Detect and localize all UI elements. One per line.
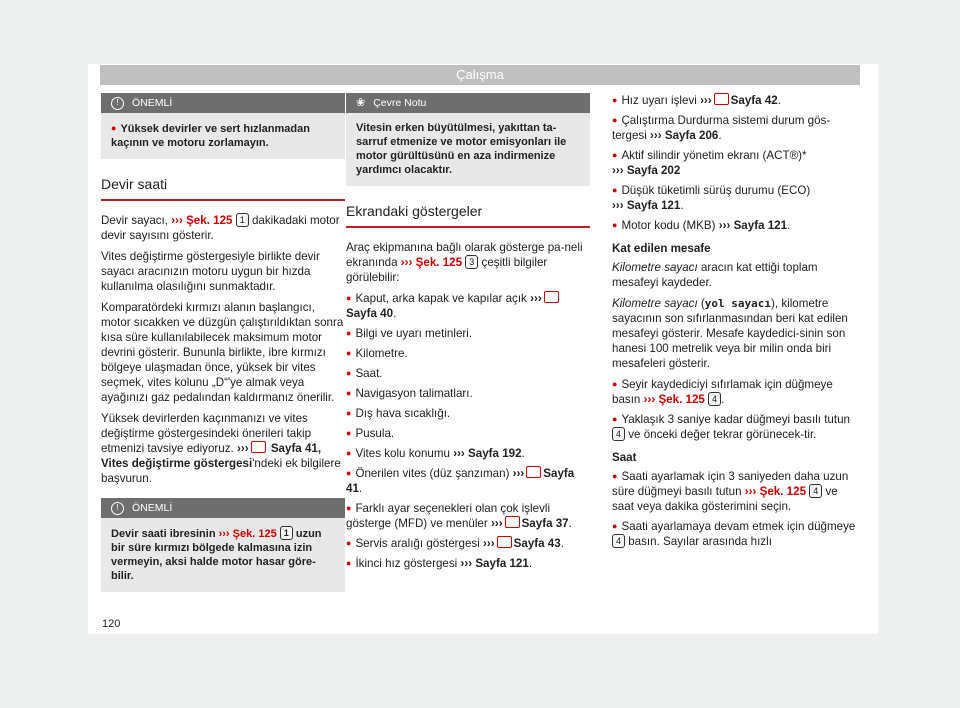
list-item: ● Navigasyon talimatları.	[346, 386, 590, 401]
callout-number: 4	[708, 392, 721, 406]
page-number: 120	[102, 618, 121, 630]
warning-text: Devir saati ibresinin ››› Şek. 125 1 uzun bir süre kırmızı bölgede kalmasına izin vermeyin, aksi halde motor hasar göre-bilir.	[111, 528, 322, 582]
callout-number: 3	[465, 255, 478, 269]
page-link[interactable]: Sayfa 206	[664, 129, 719, 142]
page-link[interactable]: Sayfa 121	[733, 219, 788, 232]
text: Önerilen vites (düz şanzıman)	[355, 467, 510, 480]
text: Seyir kaydediciyi sıfırlamak için düğmeye basın	[612, 378, 833, 406]
callout-number: 1	[280, 526, 293, 540]
text: Vites kolu konumu	[355, 447, 450, 460]
callout-number: 4	[809, 484, 822, 498]
list-item: ● Farklı ayar seçenekleri olan çok işlevli gösterge (MFD) ve menüler ››› Sayfa 37.	[346, 501, 590, 531]
text: Kilometre sayacı	[612, 261, 698, 274]
list-item: ● Motor kodu (MKB) ››› Sayfa 121.	[612, 218, 856, 233]
text: Hız uyarı işlevi	[621, 94, 697, 107]
page-link[interactable]: Sayfa 41, Vites değiştirme göstergesi	[101, 442, 322, 470]
page-link[interactable]: Sayfa 43	[513, 537, 561, 550]
list-item: ● Kilometre.	[346, 346, 590, 361]
warning-title: ÖNEMLİ	[132, 97, 173, 109]
list-item: ● İkinci hız göstergesi ››› Sayfa 121.	[346, 556, 590, 571]
text: Kaput, arka kapak ve kapılar açık	[355, 292, 527, 305]
text: Düşük tüketimli sürüş durumu (ECO)	[621, 184, 811, 197]
warning-box	[101, 93, 345, 159]
warning-icon: !	[111, 502, 124, 515]
list-item: ● Saat.	[346, 366, 590, 381]
leaf-icon: ❀	[356, 97, 366, 109]
page-link[interactable]: Sayfa 192	[468, 447, 522, 460]
text: Araç ekipmanına bağlı olarak gösterge pa-neli ekranında	[346, 241, 583, 269]
page-link[interactable]: Sayfa 41	[346, 467, 575, 495]
section-title: Ekrandaki göstergeler	[346, 204, 590, 228]
text: Yaklaşık 3 saniye kadar düğmeyi basılı tutun	[621, 413, 851, 426]
paragraph: Kilometre sayacı (yol sayacı), kilometre sayacının son sıfırlanmasından beri kat edilen mesafeyi gösterir. Mesafe kaydedici-sinin son hanesi 100 metrelik veya bir milin onda biri mesafeleri gösterir.	[612, 297, 848, 370]
paragraph	[612, 260, 856, 290]
column-3	[612, 93, 856, 554]
list-item: ● Önerilen vites (düz şanzıman) ››› Sayfa 41.	[346, 466, 590, 496]
list-item: ● Saati ayarlamak için 3 saniyeden daha uzun süre düğmeyi basılı tutun ››› Şek. 125 4 ve saat veya dakika gösterimini seçin.	[612, 469, 856, 514]
book-icon	[505, 516, 520, 528]
page-link[interactable]: Sayfa 121	[626, 199, 681, 212]
text: Motor kodu (MKB)	[621, 219, 716, 232]
list-item	[612, 412, 856, 442]
paragraph: Vites değiştirme göstergesiyle birlikte devir sayacı aracınızın motoru uygun bir hızda kullanılma olasılığını sunmaktadır.	[101, 250, 320, 293]
page-link[interactable]: Sayfa 42	[730, 94, 778, 107]
page-link[interactable]: Sayfa 202	[626, 164, 681, 177]
callout-number: 1	[236, 213, 249, 227]
text: Devir sayacı,	[101, 214, 169, 227]
column-2	[346, 93, 590, 576]
page-link[interactable]: Sayfa 37	[521, 517, 569, 530]
text: 'ndeki ek bilgilere başvurun.	[101, 457, 341, 485]
note-text: Vitesin erken büyütülmesi, yakıttan ta-sarruf etmenize ve motor emisyonları ile motor gürültüsünü en aza indirmenize yardımcı olacaktır.	[356, 122, 567, 176]
page-header: Çalışma	[100, 65, 860, 85]
warning-icon: !	[111, 97, 124, 110]
text: çeşitli bilgiler görülebilir:	[346, 256, 548, 284]
warning-box	[101, 498, 345, 592]
book-icon	[251, 441, 266, 453]
figure-link[interactable]: Şek. 125	[759, 485, 807, 498]
list-item: ● Servis aralığı göstergesi ››› Sayfa 43.	[346, 536, 590, 551]
figure-link[interactable]: Şek. 125	[415, 256, 463, 269]
book-icon	[526, 466, 541, 478]
text: Saati ayarlamaya devam etmek için düğmeye	[621, 520, 856, 533]
callout-number: 4	[612, 534, 625, 548]
text: aracın kat ettiği toplam mesafeyi kaydeder.	[612, 261, 818, 289]
note-title: Çevre Notu	[373, 97, 427, 109]
warning-title: ÖNEMLİ	[132, 502, 173, 514]
text: Kilometre sayacı	[612, 297, 698, 310]
paragraph: Araç ekipmanına bağlı olarak gösterge pa-neli ekranında ››› Şek. 125 3 çeşitli bilgiler görülebilir:	[346, 241, 583, 284]
list-item: ● Düşük tüketimli sürüş durumu (ECO) ››› Sayfa 121.	[612, 183, 856, 213]
paragraph	[101, 213, 345, 243]
list-item: ● Pusula.	[346, 426, 590, 441]
list-item: ● Vites kolu konumu ››› Sayfa 192.	[346, 446, 590, 461]
callout-number: 4	[612, 427, 625, 441]
text: Saati ayarlamak için 3 saniyeden daha uzun süre düğmeyi basılı tutun	[612, 470, 849, 498]
column-1	[101, 93, 345, 610]
subheading: Kat edilen mesafe	[612, 242, 711, 255]
text: Yüksek devirlerden kaçınmanızı ve vites değiştirme göstergesindeki önerileri takip etmenizi tavsiye ediyoruz.	[101, 412, 312, 455]
page-link[interactable]: Sayfa 121	[475, 557, 529, 570]
list-item	[612, 519, 856, 549]
arrow: ›››	[171, 214, 183, 227]
list-item: ● Hız uyarı işlevi ››› Sayfa 42.	[612, 93, 856, 108]
section-title: Devir saati	[101, 177, 345, 201]
list-item: ● Dış hava sıcaklığı.	[346, 406, 590, 421]
list-item: ● Bilgi ve uyarı metinleri.	[346, 326, 590, 341]
text: uzun bir süre kırmızı bölgede kalmasına izin vermeyin, aksi halde motor hasar göre-bilir.	[111, 528, 322, 582]
display-text: yol sayacı	[704, 297, 772, 310]
text: dakikadaki motor devir sayısını gösterir.	[101, 214, 340, 242]
list-item: ● Aktif silindir yönetim ekranı (ACT®)* ››› Sayfa 202	[612, 148, 856, 178]
list-item: ● Çalıştırma Durdurma sistemi durum gös-tergesi ››› Sayfa 206.	[612, 113, 856, 143]
text: Çalıştırma Durdurma sistemi durum gös-tergesi	[612, 114, 831, 142]
book-icon	[714, 93, 729, 105]
text: Servis aralığı göstergesi	[355, 537, 480, 550]
book-icon	[497, 536, 512, 548]
figure-link[interactable]: Şek. 125	[186, 214, 233, 227]
text: Farklı ayar seçenekleri olan çok işlevli gösterge (MFD) ve menüler	[346, 502, 551, 530]
list-item: ● Kaput, arka kapak ve kapılar açık ›››Sayfa 40.	[346, 291, 590, 321]
paragraph: Komparatördeki kırmızı alanın başlangıcı, motor sıcakken ve düzgün çalıştırıldıktan sonra kısa süre kullanılabilecek maksimum motor devrini gösterir. Bununla birlikte, ibre kırmızı bölgeye ulaşmadan önce, yüksek bir vites seçmek, vites kolunu „D“'ye almak veya ayağınızı gaz pedalından kaldırmanız önerilir.	[101, 301, 344, 404]
paragraph: Yüksek devirlerden kaçınmanızı ve vites değiştirme göstergesindeki önerileri takip etmenizi tavsiye ediyoruz. ››› Sayfa 41, Vites değiştirme göstergesi'ndeki ek bilgilere başvurun.	[101, 412, 341, 485]
subheading: Saat	[612, 451, 637, 464]
warning-header	[101, 498, 345, 518]
environment-note-box	[346, 93, 590, 186]
figure-link[interactable]: Şek. 125	[232, 528, 277, 540]
text: Devir saati ibresinin	[111, 528, 216, 540]
warning-header	[101, 93, 345, 113]
warning-text: ● Yüksek devirler ve sert hızlanmadan kaçının ve motoru zorlamayın.	[101, 113, 345, 159]
text: ), kilometre sayacının son sıfırlanmasından beri kat edilen mesafeyi gösterir. Mesafe kaydedici-sinin son hanesi 100 metrelik veya bir milin onda biri mesafeleri gösterir.	[612, 297, 848, 370]
text: basın. Sayılar arasında hızlı	[628, 535, 772, 548]
figure-link[interactable]: Şek. 125	[658, 393, 705, 406]
text: İkinci hız göstergesi	[355, 557, 458, 570]
text: Aktif silindir yönetim ekranı (ACT®)*	[621, 149, 807, 162]
list-item: ● Seyir kaydediciyi sıfırlamak için düğmeye basın ››› Şek. 125 4 .	[612, 377, 856, 407]
note-header	[346, 93, 590, 113]
text: ve önceki değer tekrar görünecek-tir.	[628, 428, 817, 441]
book-icon	[544, 291, 559, 303]
text: ve saat veya dakika gösterimini seçin.	[612, 485, 838, 513]
page-link[interactable]: Sayfa 40	[346, 307, 394, 320]
